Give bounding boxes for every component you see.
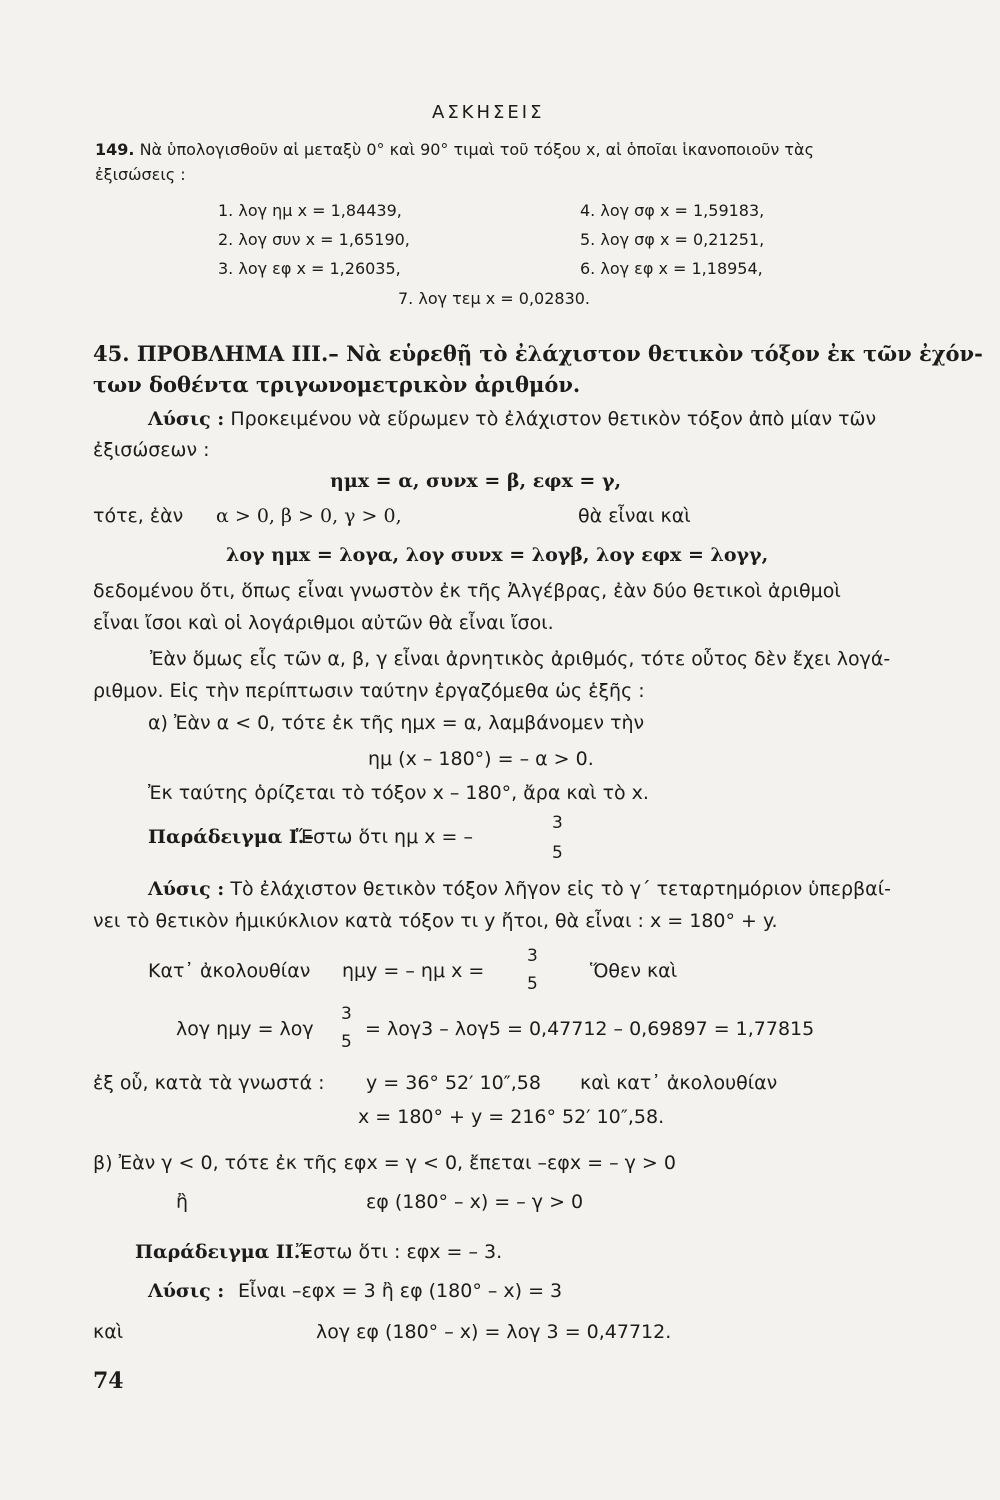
consequence-suffix: Ὅθεν καὶ	[590, 960, 678, 982]
condition: α > 0, β > 0, γ > 0,	[216, 505, 402, 527]
case-a-equation: ημ (x – 180°) = – α > 0.	[368, 748, 594, 770]
exercise-item-2: 2. λογ συν x = 1,65190,	[218, 230, 410, 249]
exercise-number: 149.	[95, 140, 135, 159]
equation-1: ημx = α, συνx = β, εφx = γ,	[330, 470, 622, 492]
example-2-and: καὶ	[93, 1321, 124, 1343]
exercise-item-1: 1. λογ ημ x = 1,84439,	[218, 201, 402, 220]
example-2-solution-label: Λύσις :	[148, 1280, 225, 1302]
consequence-frac-denominator: 5	[527, 974, 538, 994]
exercise-item-5: 5. λογ σφ x = 0,21251,	[580, 230, 765, 249]
example-1-solution-text: Τὸ ἐλάχιστον θετικὸν τόξον λῆγον εἰς τὸ γ΄ τεταρτημόριον ὑπερβαί-	[230, 878, 891, 900]
exercise-item-3: 3. λογ εφ x = 1,26035,	[218, 259, 401, 278]
log-equation-right: = λογ3 – λογ5 = 0,47712 – 0,69897 = 1,77815	[365, 1018, 815, 1040]
paragraph-line-1: δεδομένου ὅτι, ὅπως εἶναι γνωστὸν ἐκ τῆς Ἀλγέβρας, ἐὰν δύο θετικοὶ ἀριθμοὶ	[93, 580, 841, 602]
example-2-solution-text: Εἶναι –εφx = 3 ἢ εφ (180° – x) = 3	[238, 1280, 563, 1302]
known-prefix: ἐξ οὗ, κατὰ τὰ γνωστά :	[93, 1072, 325, 1094]
log-frac-denominator: 5	[341, 1032, 352, 1052]
solution-text: Προκειμένου νὰ εὕρωμεν τὸ ἐλάχιστον θετικὸν τόξον ἀπὸ μίαν τῶν	[230, 408, 877, 430]
example-1-final: x = 180° + y = 216° 52′ 10″,58.	[358, 1106, 665, 1128]
equation-2: λογ ημx = λογα, λογ συνx = λογβ, λογ εφx = λογγ,	[226, 544, 769, 566]
example-1-frac-denominator: 5	[552, 843, 563, 863]
example-2-label: Παράδειγμα ΙΙ.–	[135, 1241, 310, 1263]
exercise-intro-text: Νὰ ὑπολογισθοῦν αἱ μεταξὺ 0° καὶ 90° τιμαὶ τοῦ τόξου x, αἱ ὁποῖαι ἱκανοποιοῦν τὰς	[139, 140, 814, 159]
page-number: 74	[93, 1368, 124, 1394]
example-1-solution-line-2: νει τὸ θετικὸν ἡμικύκλιον κατὰ τόξον τι y ἤτοι, θὰ εἶναι : x = 180° + y.	[93, 910, 778, 932]
case-a-result: Ἐκ ταύτης ὁρίζεται τὸ τόξον x – 180°, ἄρα καὶ τὸ x.	[148, 782, 649, 804]
paragraph-line-2: εἶναι ἴσοι καὶ οἱ λογάριθμοι αὐτῶν θὰ εἶναι ἴσοι.	[93, 612, 554, 634]
example-2-final: λογ εφ (180° – x) = λογ 3 = 0,47712.	[316, 1321, 672, 1343]
example-1-frac-numerator: 3	[552, 813, 563, 833]
log-frac-numerator: 3	[341, 1004, 352, 1024]
solution-line-2: ἐξισώσεων :	[93, 439, 210, 461]
condition-prefix: τότε, ἐὰν	[93, 505, 184, 527]
consequence-equation: ημy = – ημ x =	[342, 960, 485, 982]
exercise-intro-line-1	[95, 142, 814, 158]
example-1-label: Παράδειγμα Ι.–	[148, 826, 314, 848]
example-1-solution-label: Λύσις :	[148, 878, 225, 900]
problem-title-line-1: 45. ΠΡΟΒΛΗΜΑ ΙΙΙ.– Νὰ εὑρεθῇ τὸ ἐλάχιστον θετικὸν τόξον ἐκ τῶν ἐχόν-	[93, 341, 983, 366]
case-a-line: α) Ἐὰν α < 0, τότε ἐκ τῆς ημx = α, λαμβάνομεν τὴν	[148, 712, 645, 734]
solution-line-1	[148, 410, 876, 429]
example-2-text: Ἔστω ὅτι : εφx = – 3.	[296, 1241, 503, 1263]
consequence-frac-numerator: 3	[527, 946, 538, 966]
exercise-item-6: 6. λογ εφ x = 1,18954,	[580, 259, 763, 278]
exercise-item-7: 7. λογ τεμ x = 0,02830.	[398, 289, 591, 308]
section-header: ΑΣΚΗΣΕΙΣ	[432, 102, 545, 123]
exercise-item-4: 4. λογ σφ x = 1,59183,	[580, 201, 765, 220]
paragraph-line-3: Ἐὰν ὅμως εἷς τῶν α, β, γ εἶναι ἀρνητικὸς ἀριθμός, τότε οὗτος δὲν ἔχει λογά-	[150, 648, 891, 670]
condition-suffix: θὰ εἶναι καὶ	[578, 505, 691, 527]
case-b-line-1: β) Ἐὰν γ < 0, τότε ἐκ τῆς εφx = γ < 0, ἔπεται –εφx = – γ > 0	[93, 1152, 676, 1174]
paragraph-line-4: ριθμον. Εἰς τὴν περίπτωσιν ταύτην ἐργαζόμεθα ὡς ἑξῆς :	[93, 680, 645, 702]
case-b-or: ἢ	[176, 1191, 189, 1213]
example-1-solution-line-1	[148, 880, 891, 899]
exercise-intro-line-2: ἐξισώσεις :	[95, 165, 186, 184]
example-1-text: Ἔστω ὅτι ημ x = –	[296, 826, 473, 848]
case-b-line-2: εφ (180° – x) = – γ > 0	[366, 1191, 584, 1213]
solution-label: Λύσις :	[148, 408, 225, 430]
known-equation: y = 36° 52′ 10″,58	[366, 1072, 541, 1094]
consequence-prefix: Κατ᾽ ἀκολουθίαν	[148, 960, 311, 982]
problem-title-line-2: των δοθέντα τριγωνομετρικὸν ἀριθμόν.	[93, 372, 581, 397]
log-equation-left: λογ ημy = λογ	[176, 1018, 314, 1040]
known-suffix: καὶ κατ᾽ ἀκολουθίαν	[580, 1072, 778, 1094]
